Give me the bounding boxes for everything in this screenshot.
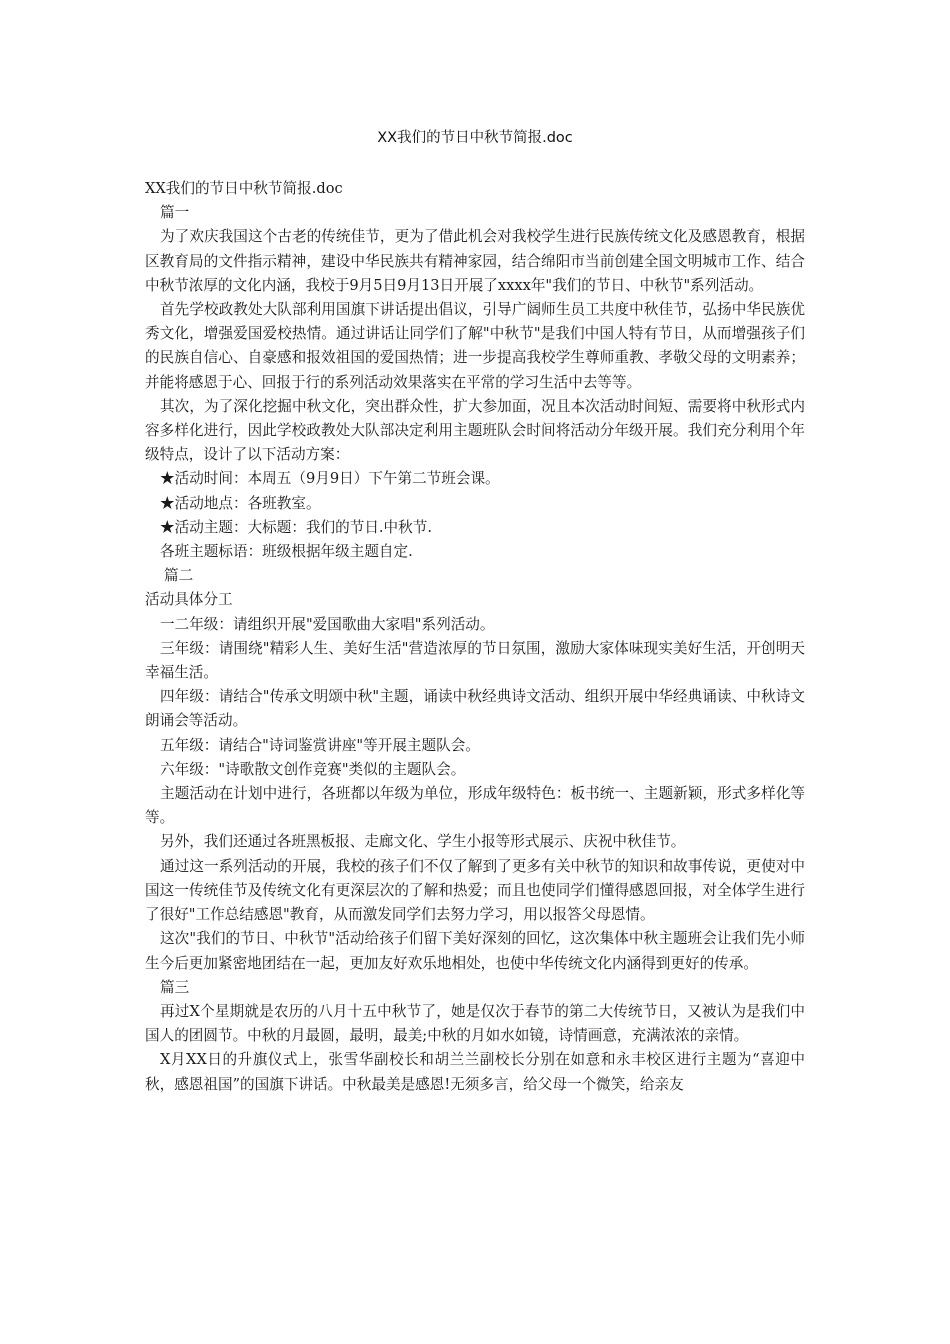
paragraph: 通过这一系列活动的开展，我校的孩子们不仅了解到了更多有关中秋节的知识和故事传说，更使对中国这一传统佳节及传统文化有更深层次的了解和热爱；而且也使同学们懂得感恩回报，对全体学生进行了很好"工作总结感恩"教育，从而激发同学们去努力学习，用以报答父母恩情。: [145, 857, 805, 924]
grade-task: 四年级：请结合"传承文明颂中秋"主题，诵读中秋经典诗文活动、组织开展中华经典诵读、中秋诗文朗诵会等活动。: [145, 688, 805, 730]
paragraph: 其次，为了深化挖掘中秋文化，突出群众性，扩大参加面，况且本次活动时间短、需要将中秋形式内容多样化进行，因此学校政教处大队部决定利用主题班队会时间将活动分年级开展。我们充分利用个年级特点，设计了以下活动方案：: [145, 397, 805, 464]
paragraph: 另外，我们还通过各班黑板报、走廊文化、学生小报等形式展示、庆祝中秋佳节。: [160, 833, 686, 851]
section-heading: 篇三: [160, 978, 190, 996]
grade-task: 六年级："诗歌散文创作竞赛"类似的主题队会。: [160, 760, 466, 778]
document-title: XX我们的节日中秋节简报.doc: [377, 130, 573, 146]
paragraph: X月XX日的升旗仪式上，张雪华副校长和胡兰兰副校长分别在如意和永丰校区进行主题为“喜迎中秋，感恩祖国”的国旗下讲话。中秋最美是感恩!无须多言，给父母一个微笑，给亲友: [145, 1051, 805, 1093]
paragraph: 首先学校政教处大队部利用国旗下讲话提出倡议，引导广阔师生员工共度中秋佳节，弘扬中华民族优秀文化，增强爱国爱校热情。通过讲话让同学们了解"中秋节"是我们中国人特有节日，从而增强孩子们的民族自信心、自豪感和报效祖国的爱国热情；进一步提高我校学生尊师重教、孝敬父母的文明素养；并能将感恩于心、回报于行的系列活动效果落实在平常的学习生活中去等等。: [145, 301, 805, 391]
paragraph: 这次"我们的节日、中秋节"活动给孩子们留下美好深刻的回忆，这次集体中秋主题班会让我们先小师生今后更加紧密地团结在一起，更加友好欢乐地相处，也使中华传统文化内涵得到更好的传承。: [145, 930, 805, 972]
section-heading: 篇二: [164, 567, 194, 585]
paragraph: 主题活动在计划中进行，各班都以年级为单位，形成年级特色：板书统一、主题新颖，形式多样化等等。: [145, 785, 805, 827]
activity-location-item: ★活动地点：各班教室。: [160, 494, 321, 512]
grade-task: 一二年级：请组织开展"爱国歌曲大家唱"系列活动。: [160, 615, 495, 633]
document-heading: XX我们的节日中秋节简报.doc: [145, 180, 343, 197]
section-heading: 篇一: [160, 204, 190, 222]
paragraph: 再过X个星期就是农历的八月十五中秋节了，她是仅次于春节的第二大传统节日，又被认为是我们中国人的团圆节。中秋的月最圆，最明，最美;中秋的月如水如镜，诗情画意，充满浓浓的亲情。: [145, 1002, 805, 1045]
activity-time-item: ★活动时间：本周五（9月9日）下午第二节班会课。: [160, 470, 500, 488]
grade-task: 三年级：请围绕"精彩人生、美好生活"营造浓厚的节日氛围，激励大家体味现实美好生活，开创明天幸福生活。: [145, 639, 805, 682]
subheading: 活动具体分工: [145, 591, 233, 609]
document-body: [145, 177, 805, 1097]
grade-task: 五年级：请结合"诗词鉴赏讲座"等开展主题队会。: [160, 736, 480, 754]
paragraph: 为了欢庆我国这个古老的传统佳节，更为了借此机会对我校学生进行民族传统文化及感恩教育，根据区教育局的文件指示精神，建设中华民族共有精神家园，结合绵阳市当前创建全国文明城市工作、结合中秋节浓厚的文化内涵，我校于9月5日9月13日开展了xxxx年"我们的节日、中秋节"系列活动。: [145, 228, 805, 294]
activity-theme-item: ★活动主题：大标题：我们的节日.中秋节.: [160, 518, 432, 536]
class-slogan-item: 各班主题标语：班级根据年级主题自定.: [160, 543, 413, 561]
